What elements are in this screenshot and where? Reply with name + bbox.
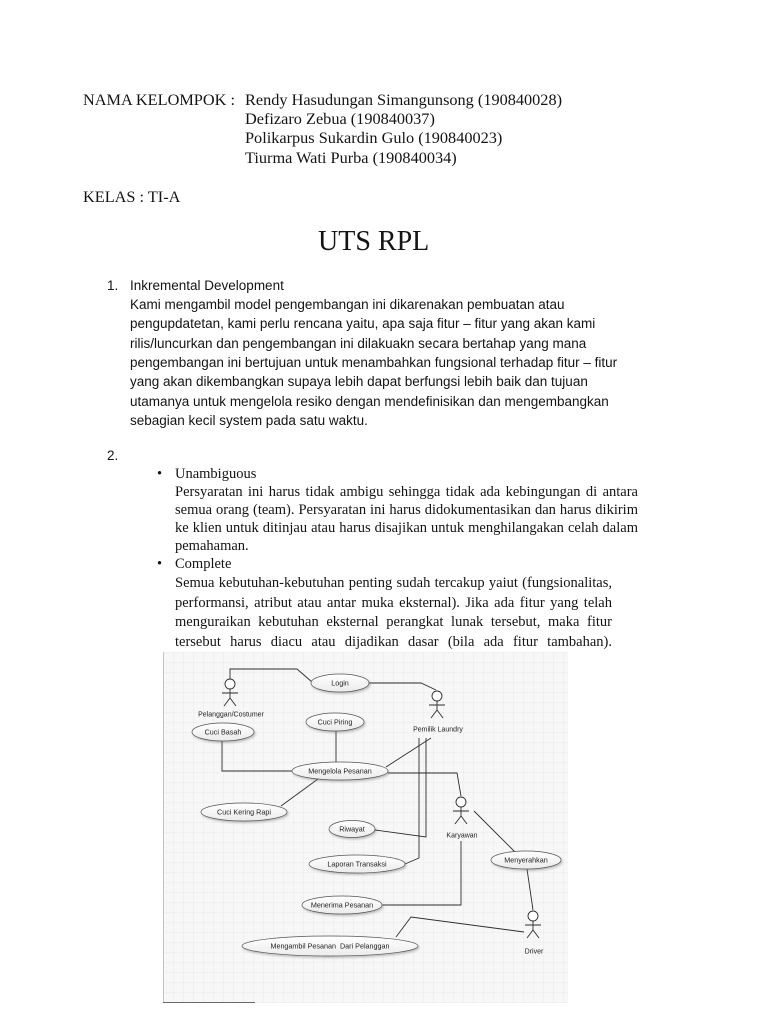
- use-case-mengelola-pesanan-label: Mengelola Pesanan: [308, 766, 372, 776]
- item1-heading: Inkremental Development: [130, 277, 284, 293]
- use-case-mengambil-pesanan: [242, 936, 418, 956]
- use-case-laporan-transaksi: [309, 855, 405, 873]
- class-line: KELAS : TI-A: [83, 186, 181, 206]
- item1-line: yang akan dikembangkan supaya lebih dapat berfungsi lebih baik dan tujuan: [130, 374, 588, 390]
- bullet-line: semua orang (team). Persyaratan ini harus didokumentasikan dan harus dikirim: [175, 502, 638, 518]
- group-label: NAMA KELOMPOK :: [83, 90, 235, 109]
- item2-number: 2.: [107, 447, 119, 463]
- use-case-riwayat: [329, 821, 375, 838]
- bullet-line: pemahaman.: [175, 538, 249, 554]
- bullet-heading: Unambiguous: [175, 466, 257, 482]
- bullet-line: ke klien untuk ditinjau atau harus disajikan untuk menghilangakan celah dalam: [175, 520, 638, 536]
- item1-line: Kami mengambil model pengembangan ini dikarenakan pembuatan atau: [130, 296, 565, 312]
- member-item: Defizaro Zebua (190840037): [245, 109, 435, 129]
- use-case-cuci-kering-rapi-label: Cuci Kering Rapi: [217, 807, 271, 817]
- bullet-line: performansi, atribut atau antar muka eksternal). Jika ada fitur yang telah: [175, 594, 612, 611]
- bullet-marker: •: [157, 556, 163, 572]
- bullet-line: menguraikan kebutuhan eksternal perangkat lunak tersebut, maka fitur: [175, 614, 612, 631]
- actor-driver-label: Driver: [524, 948, 544, 956]
- member-item: Rendy Hasudungan Simangunsong (190840028): [245, 90, 563, 109]
- actor-head: [456, 797, 466, 807]
- item1-line: pengembangan ini bertujuan untuk menambahkan fungsional terhadap fitur – fitur: [130, 354, 618, 370]
- use-case-menerima-pesanan: [302, 896, 382, 914]
- use-case-menerima-pesanan-label: Menerima Pesanan: [310, 900, 374, 910]
- bullet-complete-body: [175, 574, 612, 652]
- use-case-login: [311, 674, 369, 692]
- actor-pelanggan-label: Pelanggan/Costumer: [198, 711, 264, 719]
- actor-pemilik-laundry-label: Pemilik Laundry: [413, 726, 463, 734]
- use-case-laporan-transaksi-label: Laporan Transaksi: [327, 859, 387, 869]
- use-case-mengambil-pesanan-label: Mengambil Pesanan Dari Pelanggan: [270, 941, 390, 951]
- actor-head: [225, 679, 235, 689]
- page-title: UTS RPL: [318, 226, 430, 257]
- use-case-cuci-basah-label: Cuci Basah: [204, 727, 242, 737]
- use-case-cuci-piring: [306, 713, 364, 731]
- actor-head: [432, 691, 442, 701]
- item1-line: rilis/luncurkan dan pengembangan ini dilakuakn secara bertahap yang mana: [130, 335, 587, 351]
- use-case-diagram: [163, 652, 568, 1003]
- use-case-menyerahkan-label: Menyerahkan: [504, 855, 548, 865]
- item1-line: sebagian kecil system pada satu waktu.: [130, 412, 368, 428]
- use-case-cuci-kering-rapi: [201, 803, 287, 821]
- actor-head: [528, 911, 538, 921]
- item1-line: utamanya untuk mengelola resiko dengan mendefinisikan dan mengembangkan: [130, 393, 609, 409]
- use-case-menyerahkan: [491, 851, 561, 869]
- member-item: Polikarpus Sukardin Gulo (190840023): [245, 128, 503, 148]
- item1-line: pengupdatetan, kami perlu rencana yaitu, apa saja fitur – fitur yang akan kami: [130, 316, 596, 332]
- use-case-cuci-piring-label: Cuci Piring: [317, 717, 353, 727]
- use-case-mengelola-pesanan: [292, 762, 388, 780]
- bullet-line: Semua kebutuhan-kebutuhan penting sudah tercakup yaiut (fungsionalitas,: [175, 575, 612, 592]
- member-item: Tiurma Wati Purba (190840034): [245, 147, 457, 167]
- actor-karyawan-label: Karyawan: [446, 832, 478, 840]
- bullet-line: Persyaratan ini harus tidak ambigu sehingga tidak ada kebingungan di antara: [175, 484, 638, 500]
- bullet-line: tersebut harus diacu atau dijadikan dasar (bila ada fitur tambahan).: [175, 633, 612, 650]
- item1-content: [130, 276, 617, 431]
- member-list: [245, 90, 562, 167]
- item1-number: 1.: [107, 277, 119, 293]
- use-case-cuci-basah: [192, 723, 254, 741]
- bullet-unambiguous: [175, 465, 638, 555]
- use-case-login-label: Login: [331, 678, 349, 688]
- use-case-riwayat-label: Riwayat: [339, 824, 365, 834]
- bullet-marker: •: [157, 466, 163, 482]
- bullet-complete-heading: Complete: [175, 556, 232, 572]
